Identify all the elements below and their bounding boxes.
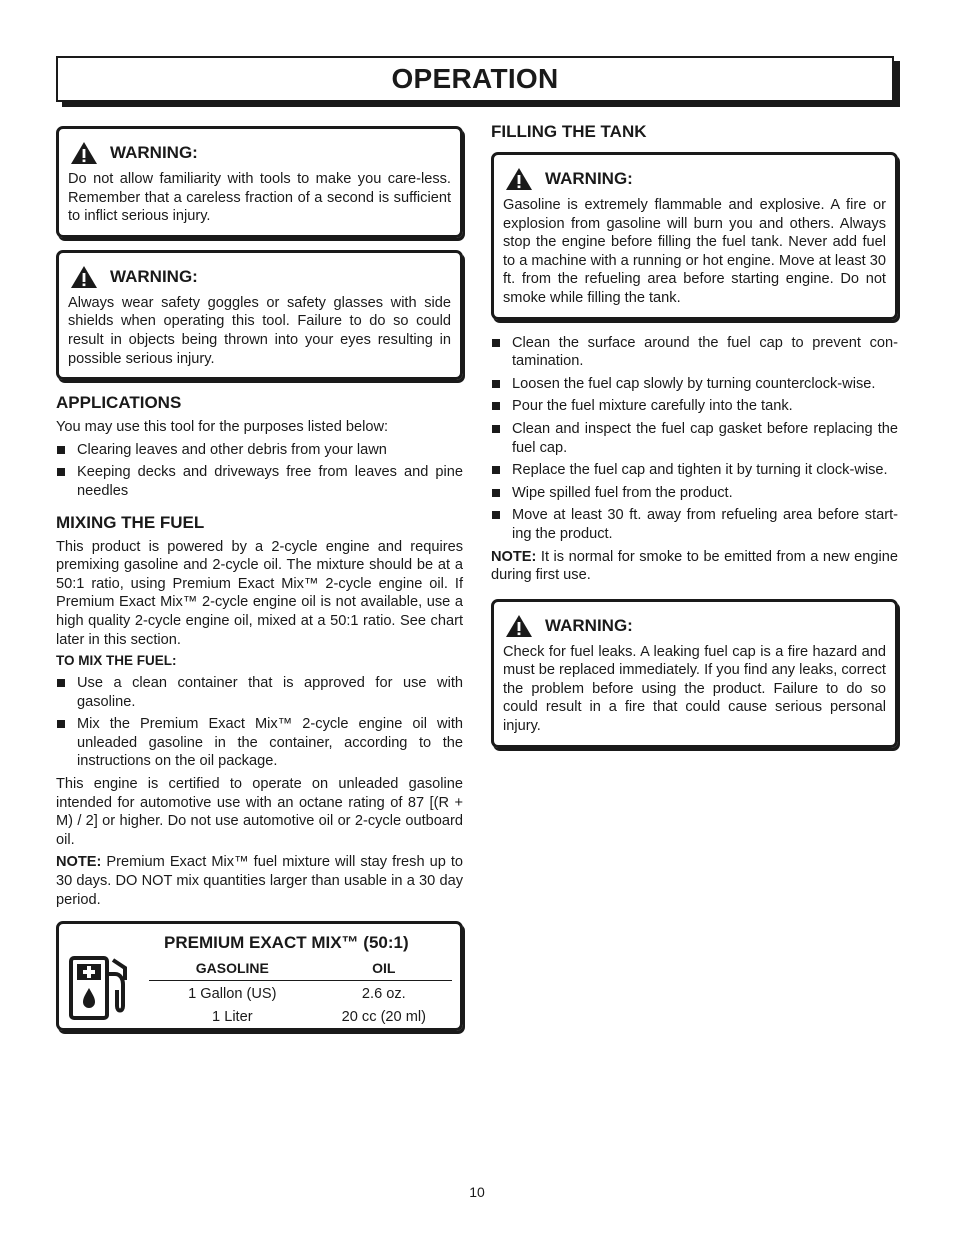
chart-title: PREMIUM EXACT MIX™ (50:1)	[164, 933, 409, 953]
warning-text: Do not allow familiarity with tools to make you care-less. Remember that a careless fraction of a second is sufficient to inflict serious injury.	[68, 171, 451, 225]
mixing-fuel-paragraph: This product is powered by a 2-cycle engine and requires premixing gasoline and 2-cycle oil. The mixture should be at a 50:1 ratio, using Premium Exact Mix™ 2-cycle engine oil. If Premium Exact Mix™ 2-cycle engine oil is not available, use a high quality 2-cycle engine oil, mixed at a 50:1 ratio. See chart later in this section.	[56, 538, 463, 648]
column-header-gasoline: GASOLINE	[149, 958, 316, 981]
list-item: Wipe spilled fuel from the product.	[491, 484, 898, 503]
warning-box-safety-goggles	[56, 250, 463, 380]
warning-text: Check for fuel leaks. A leaking fuel cap is a fire hazard and must be replaced immediately. If you find any leaks, correct the problem before using the product. Failure to do so could result in a fire that could cause serious personal injury.	[503, 643, 886, 735]
warning-box-familiarity	[56, 126, 463, 238]
table-row	[149, 1004, 452, 1027]
list-item: Move at least 30 ft. away from refueling area before start-ing the product.	[491, 506, 898, 543]
mix-ratio-table	[149, 958, 452, 1027]
warning-title: WARNING:	[545, 169, 633, 188]
premium-exact-mix-chart	[56, 921, 463, 1031]
filling-steps-list	[491, 334, 898, 544]
list-item: Replace the fuel cap and tighten it by turning it clock-wise.	[491, 461, 898, 480]
left-column	[56, 126, 463, 1031]
list-item: Clean and inspect the fuel cap gasket before replacing the fuel cap.	[491, 420, 898, 457]
note-label: NOTE:	[56, 854, 102, 871]
list-item: Pour the fuel mixture carefully into the tank.	[491, 397, 898, 416]
filling-tank-heading: FILLING THE TANK	[491, 122, 647, 141]
list-item: Clearing leaves and other debris from your lawn	[56, 441, 463, 460]
to-mix-subheading: TO MIX THE FUEL:	[56, 653, 177, 669]
warning-title: WARNING:	[545, 615, 633, 635]
applications-list	[56, 441, 463, 501]
applications-heading: APPLICATIONS	[56, 393, 182, 413]
applications-intro: You may use this tool for the purposes listed below:	[56, 419, 389, 436]
mixing-note	[56, 853, 463, 909]
list-item: Keeping decks and driveways free from leaves and pine needles	[56, 463, 463, 500]
warning-title: WARNING:	[110, 143, 198, 162]
octane-paragraph: This engine is certified to operate on unleaded gasoline intended for automotive use with an octane rating of 87 [(R + M) / 2] or higher. Do not use automotive oil or 2-cycle outboard oil.	[56, 776, 463, 848]
warning-triangle-icon	[70, 141, 98, 165]
warning-box-gasoline	[491, 152, 898, 320]
oil-cell: 20 cc (20 ml)	[341, 1009, 426, 1026]
table-row	[149, 981, 452, 1005]
page-title-box	[56, 56, 894, 102]
oil-cell: 2.6 oz.	[361, 986, 406, 1003]
warning-title: WARNING:	[110, 266, 198, 286]
warning-triangle-icon	[70, 265, 98, 289]
mixing-fuel-heading: MIXING THE FUEL	[56, 512, 205, 532]
note-text: Premium Exact Mix™ fuel mixture will stay fresh up to 30 days. DO NOT mix quantities larger than usable in a 30 day period.	[56, 854, 463, 908]
fuel-pump-icon	[69, 954, 131, 1020]
warning-triangle-icon	[505, 614, 533, 638]
page-number: 10	[469, 1184, 485, 1200]
gasoline-cell: 1 Liter	[212, 1009, 253, 1026]
list-item: Use a clean container that is approved for use with gasoline.	[56, 674, 463, 711]
warning-text: Gasoline is extremely flammable and explosive. A fire or explosion from gasoline will burn you and others. Always stop the engine before filling the fuel tank. Never add fuel to a machine with a running or hot engine. Move at least 30 ft. from the refueling area before starting engine. Do not smoke while filling the tank.	[503, 197, 886, 306]
warning-text: Always wear safety goggles or safety glasses with side shields when operating this tool. Failure to do so could result in objects being thrown into your eyes resulting in possible serious injury.	[68, 294, 451, 367]
warning-triangle-icon	[505, 167, 533, 191]
note-label: NOTE:	[491, 548, 537, 565]
mixing-steps-list	[56, 674, 463, 771]
gasoline-cell: 1 Gallon (US)	[188, 986, 277, 1003]
column-header-oil: OIL	[316, 958, 452, 981]
smoke-note	[491, 548, 898, 585]
note-text: It is normal for smoke to be emitted from a new engine during first use.	[491, 548, 898, 584]
list-item: Loosen the fuel cap slowly by turning counterclock-wise.	[491, 375, 898, 394]
page-title: OPERATION	[391, 63, 559, 94]
right-column	[491, 122, 898, 760]
list-item: Mix the Premium Exact Mix™ 2-cycle engine oil with unleaded gasoline in the container, according to the instructions on the oil package.	[56, 715, 463, 771]
warning-box-fuel-leaks	[491, 599, 898, 748]
list-item: Clean the surface around the fuel cap to prevent con-tamination.	[491, 334, 898, 371]
